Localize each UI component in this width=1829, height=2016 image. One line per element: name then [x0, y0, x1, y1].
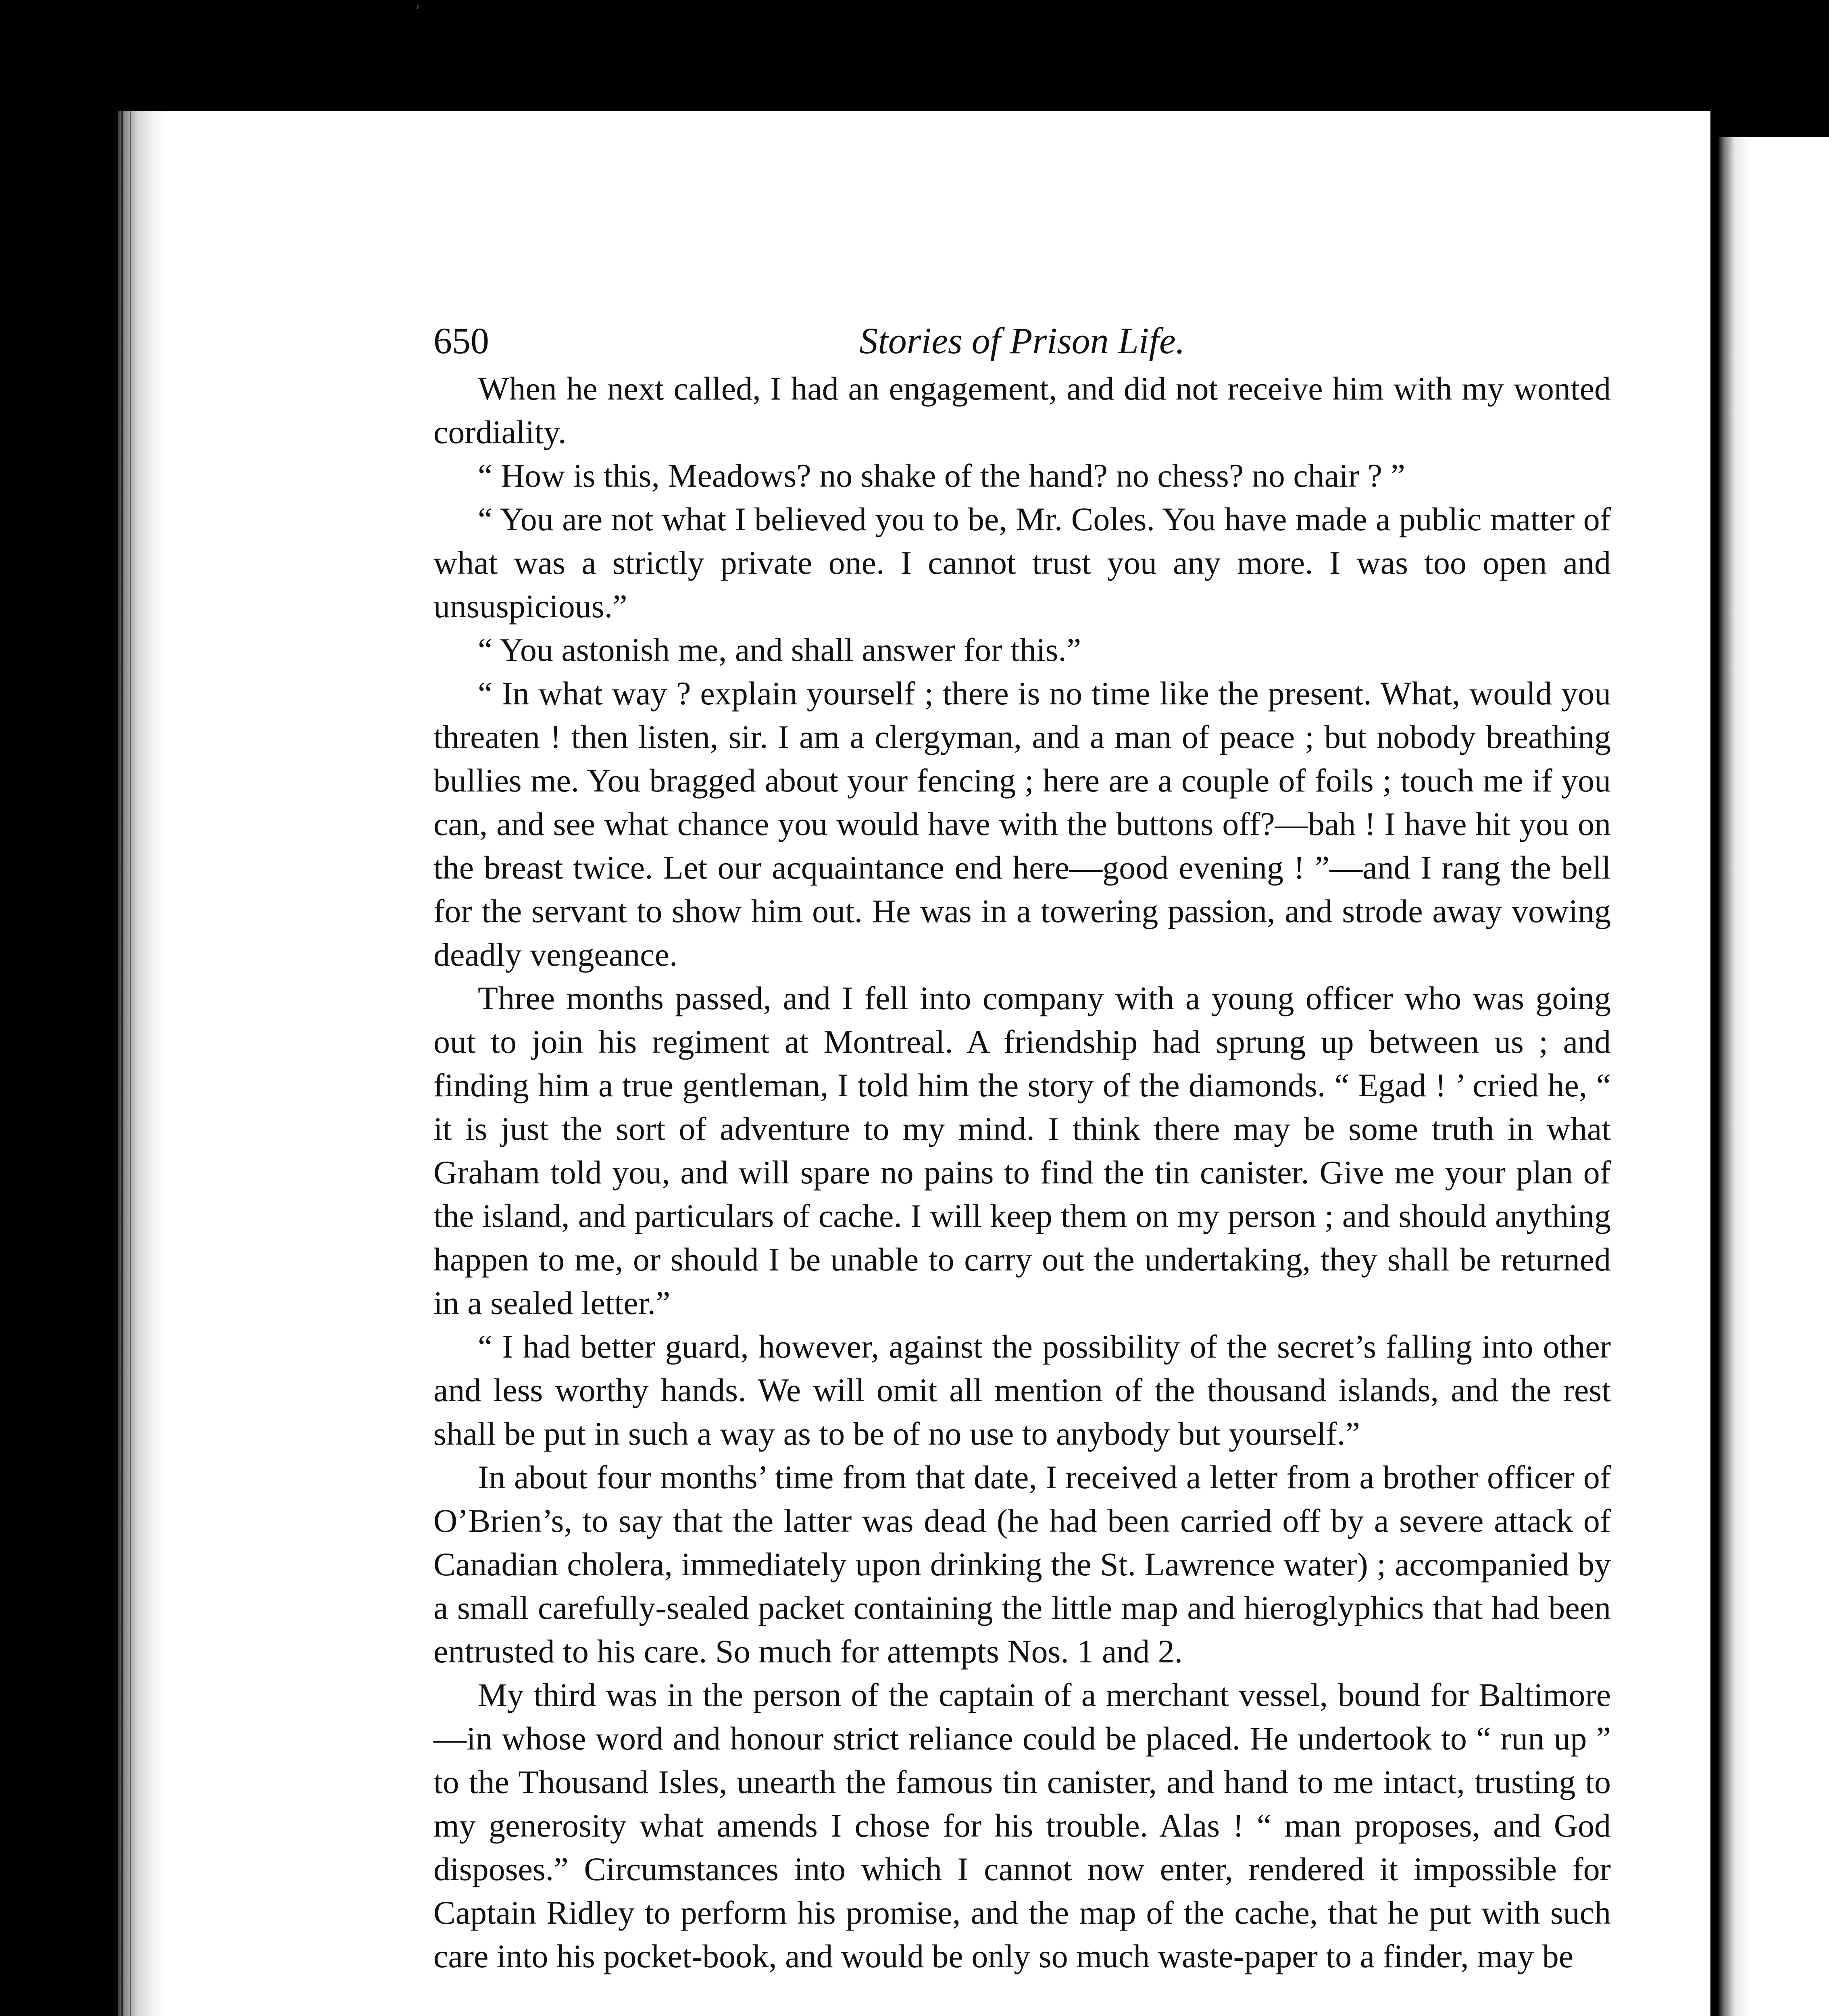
page-number: 650 [433, 320, 489, 361]
paragraph: “ You are not what I believed you to be, Mr. Coles. You have made a public matter of what was a strictly private one. I cannot trust you any more. I was too open and unsuspicious.” [433, 501, 1611, 625]
binding-gutter [118, 111, 166, 2016]
paragraph: In about four months’ time from that date, I received a letter from a brother officer of O’Brien’s, to say that the latter was dead (he had been carried off by a severe attack of Canadian cholera, immediately upon drinking the St. Lawrence water) ; accompanied by a small carefully-sealed packet containing the little map and hieroglyphics that had been entrusted to his care. So much for attempts Nos. 1 and 2. [433, 1459, 1611, 1670]
paragraph: “ I had better guard, however, against the possibility of the secret’s falling into other and less worthy hands. We will omit all mention of the thousand islands, and the rest shall be put in such a way as to be of no use to anybody but yourself.” [433, 1328, 1611, 1452]
next-page-edge [1714, 129, 1719, 2016]
paragraph: When he next called, I had an engagement, and did not receive him with my wonted cordiality. [433, 370, 1611, 450]
next-page [1719, 137, 1829, 2016]
paragraph: My third was in the person of the captain of a merchant vessel, bound for Baltimore—in whose word and honour strict reliance could be placed. He undertook to “ run up ” to the Thousand Isles, unearth the famous tin canister, and hand to me intact, trusting to my generosity what amends I chose for his trouble. Alas ! “ man proposes, and God disposes.” Circumstances into which I cannot now enter, rendered it impossible for Captain Ridley to perform his promise, and the map of the cache, that he put with such care into his pocket-book, and would be only so much waste-paper to a finder, may be [433, 1677, 1611, 1974]
running-head [433, 314, 1611, 367]
paragraph: “ In what way ? explain yourself ; there is no time like the present. What, would you threaten ! then listen, sir. I am a clergyman, and a man of peace ; but nobody breathing bullies me. You bragged about your fencing ; here are a couple of foils ; touch me if you can, and see what chance you would have with the buttons off?—bah ! I have hit you on the breast twice. Let our acquaintance end here—good evening ! ”—and I rang the bell for the servant to show him out. He was in a towering passion, and strode away vowing deadly vengeance. [433, 675, 1611, 973]
paragraph: “ You astonish me, and shall answer for this.” [478, 631, 1081, 668]
gutter-line [130, 111, 131, 2016]
paragraph: Three months passed, and I fell into company with a young officer who was going out to join his regiment at Montreal. A friendship had sprung up between us ; and finding him a true gentleman, I told him the story of the diamonds. “ Egad ! ’ cried he, “ it is just the sort of adventure to my mind. I think there may be some truth in what Graham told you, and will spare no pains to find the tin canister. Give me your plan of the island, and particulars of cache. I will keep them on my person ; and should anything happen to me, or should I be unable to carry out the undertaking, they shall be returned in a sealed letter.” [433, 980, 1611, 1321]
paragraph: “ How is this, Meadows? no shake of the hand? no chess? no chair ? ” [478, 457, 1405, 494]
scan-artifact: ’ [415, 3, 420, 20]
running-head-title: Stories of Prison Life. [859, 320, 1185, 361]
body-text [433, 367, 1611, 1978]
gutter-line [121, 111, 123, 2016]
text-block [433, 314, 1611, 1978]
